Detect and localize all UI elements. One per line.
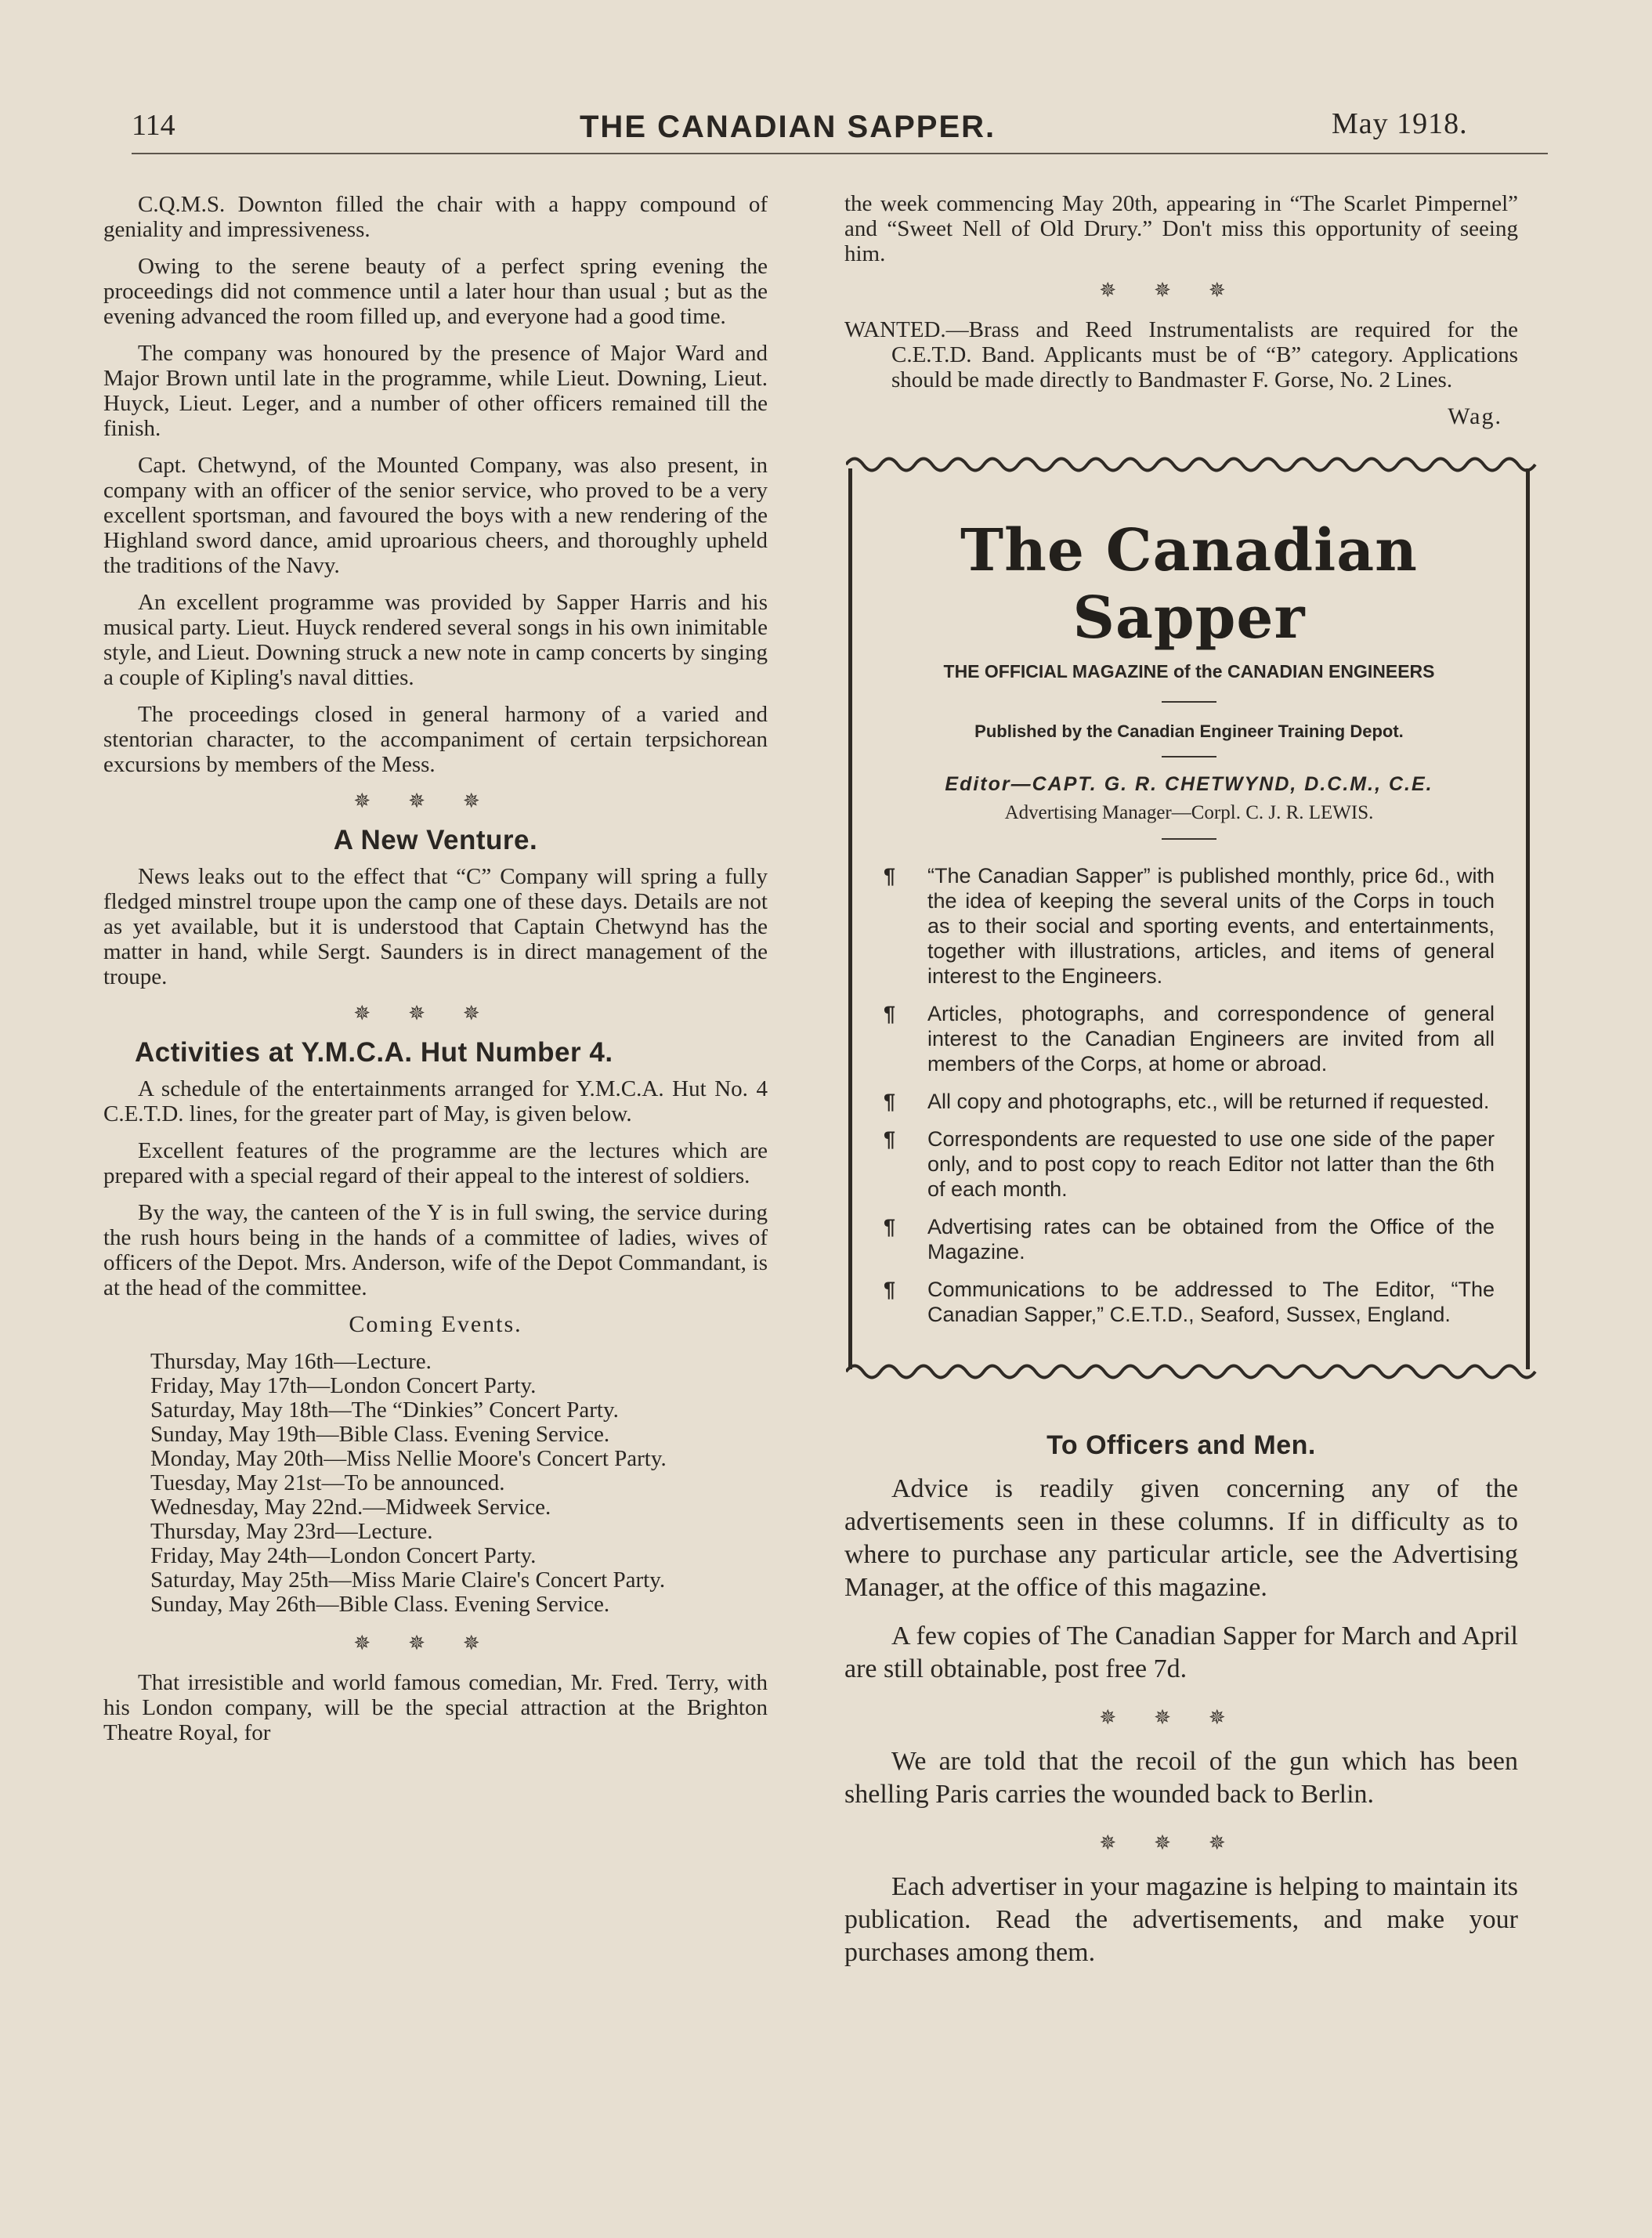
paragraph: By the way, the canteen of the Y is in full swing, the service during the rush hours being in the hands of a committee of ladies, wives of officers of the Depot. Mrs. Anderson, wife of the Depot Commandant, is at the head of the committee. <box>103 1200 768 1300</box>
section-divider-stars: ✵✵✵ <box>1099 1706 1263 1729</box>
paragraph: The company was honoured by the presence of Major Ward and Major Brown until late in the programme, while Lieut. Downing, Lieut. Huyck, Lieut. Leger, and a number of other officers remained till the finish. <box>103 341 768 441</box>
events-list <box>150 1350 768 1617</box>
ad-editor: Editor—CAPT. G. R. CHETWYND, D.C.M., C.E. <box>945 773 1433 795</box>
event-item: Monday, May 20th—Miss Nellie Moore's Concert Party. <box>150 1446 667 1471</box>
ad-notice-item: ¶ Correspondents are requested to use one side of the paper only, and to post copy to reach Editor not latter than the 6th of each month. <box>884 1127 1495 1201</box>
event-item: Tuesday, May 21st—To be announced. <box>150 1470 505 1495</box>
running-title: THE CANADIAN SAPPER. <box>580 110 996 144</box>
paragraph: C.Q.M.S. Downton filled the chair with a happy compound of geniality and impressiveness. <box>103 192 768 242</box>
event-item: Thursday, May 23rd—Lecture. <box>150 1519 433 1544</box>
right-column-upper <box>844 191 1518 447</box>
paragraph: Owing to the serene beauty of a perfect spring evening the proceedings did not commence until a later hour than usual ; but as the evening advanced the room filled up, and everyone had a good time. <box>103 254 768 329</box>
paragraph: the week commencing May 20th, appearing in “The Scarlet Pimpernel” and “Sweet Nell of Old Drury.” Don't miss this opportunity of seeing him. <box>844 191 1518 266</box>
paragraph: Capt. Chetwynd, of the Mounted Company, was also present, in company with an officer of the senior service, who proved to be a very excellent sportsman, and favoured the boys with a new rendering of the Highland sword dance, amid uproarious cheers, and thoroughly upheld the traditions of the Navy. <box>103 453 768 578</box>
pilcrow-icon: ¶ <box>884 1002 896 1025</box>
paragraph: The proceedings closed in general harmony of a varied and stentorian character, to the accompaniment of certain terpsichorean excursions by members of the Mess. <box>103 702 768 777</box>
page-number: 114 <box>132 109 175 142</box>
wanted-notice <box>844 317 1518 392</box>
event-item: Thursday, May 16th—Lecture. <box>150 1349 432 1374</box>
headline-ymca-activities: Activities at Y.M.C.A. Hut Number 4. <box>135 1037 613 1068</box>
paragraph: Advice is readily given concerning any of the advertisements seen in these columns. If in difficulty as to where to purchase any particular article, see the Advertising Manager, at the office of this magazine. <box>844 1474 1518 1602</box>
paragraph: Each advertiser in your magazine is helping to maintain its publication. Read the advertisements, and make your purchases among them. <box>844 1872 1518 1967</box>
ad-notice-item: ¶ “The Canadian Sapper” is published monthly, price 6d., with the idea of keeping the several units of the Corps in touch as to their social and sporting events, and entertainments, together with illustrations, articles, and items of general interest to the Engineers. <box>884 864 1495 988</box>
event-item: Friday, May 24th—London Concert Party. <box>150 1543 537 1568</box>
headline-officers-and-men: To Officers and Men. <box>1047 1430 1316 1460</box>
issue-date: May 1918. <box>1332 107 1468 140</box>
event-item: Sunday, May 26th—Bible Class. Evening Service. <box>150 1592 610 1617</box>
wanted-text: WANTED.—Brass and Reed Instrumentalists are required for the C.E.T.D. Band. Applicants must be of “B” category. Applications should be made directly to Bandmaster F. Gorse, No. 2 Lines. <box>844 317 1518 392</box>
ad-notice-item: ¶ Advertising rates can be obtained from the Office of the Magazine. <box>884 1215 1495 1264</box>
section-divider-stars: ✵✵✵ <box>1099 279 1263 302</box>
section-divider-stars: ✵✵✵ <box>353 1002 518 1025</box>
ad-notice-item: ¶ Articles, photographs, and correspondence of general interest to the Canadian Engineers are invited from all members of the Corps, at home or abroad. <box>884 1002 1495 1076</box>
ad-rule <box>1162 756 1216 757</box>
wavy-border-top <box>846 453 1540 476</box>
ad-notice-list <box>884 863 1495 1327</box>
paragraph: A schedule of the entertainments arranged for Y.M.C.A. Hut No. 4 C.E.T.D. lines, for the greater part of May, is given below. <box>103 1076 768 1126</box>
left-column <box>103 192 768 1757</box>
event-item: Saturday, May 18th—The “Dinkies” Concert Party. <box>150 1397 619 1423</box>
headline-new-venture: A New Venture. <box>333 825 538 855</box>
paragraph: News leaks out to the effect that “C” Company will spring a fully fledged minstrel troupe upon the camp one of these days. Details are not as yet available, but it is understood that Captain Chetwynd has the matter in hand, while Sergt. Saunders is in direct management of the troupe. <box>103 864 768 989</box>
ad-notice-item: ¶ Communications to be addressed to The Editor, “The Canadian Sapper,” C.E.T.D., Seaford, Sussex, England. <box>884 1278 1495 1326</box>
ad-publisher: Published by the Canadian Engineer Training Depot. <box>974 721 1404 741</box>
ad-masthead-title: The Canadian Sapper <box>960 517 1418 652</box>
ad-subtitle: THE OFFICIAL MAGAZINE of the CANADIAN ENGINEERS <box>943 661 1435 682</box>
right-column-lower <box>844 1424 1518 1985</box>
signoff: Wag. <box>1448 403 1502 429</box>
paragraph: We are told that the recoil of the gun which has been shelling Paris carries the wounded back to Berlin. <box>844 1747 1518 1809</box>
pilcrow-icon: ¶ <box>884 1215 896 1238</box>
wavy-border-bottom <box>846 1360 1540 1383</box>
coming-events-heading: Coming Events. <box>349 1311 522 1337</box>
pilcrow-icon: ¶ <box>884 1278 896 1301</box>
pilcrow-icon: ¶ <box>884 1090 896 1113</box>
ad-manager: Advertising Manager—Corpl. C. J. R. LEWIS. <box>1004 802 1374 823</box>
event-item: Friday, May 17th—London Concert Party. <box>150 1373 537 1398</box>
section-divider-stars: ✵✵✵ <box>353 790 518 812</box>
ad-notice-item: ¶ All copy and photographs, etc., will be returned if requested. <box>884 1090 1490 1113</box>
pilcrow-icon: ¶ <box>884 1127 896 1151</box>
section-divider-stars: ✵✵✵ <box>353 1632 518 1654</box>
paragraph: An excellent programme was provided by Sapper Harris and his musical party. Lieut. Huyck rendered several songs in his own inimitable style, and Lieut. Downing struck a new note in camp concerts by singing a couple of Kipling's naval ditties. <box>103 590 768 690</box>
event-item: Sunday, May 19th—Bible Class. Evening Service. <box>150 1422 610 1447</box>
paragraph: Excellent features of the programme are the lectures which are prepared with a special regard of their appeal to the interest of soldiers. <box>103 1138 768 1188</box>
ad-rule <box>1162 838 1216 840</box>
ad-rule <box>1162 701 1216 703</box>
pilcrow-icon: ¶ <box>884 864 896 888</box>
header-rule <box>132 153 1548 154</box>
event-item: Wednesday, May 22nd.—Midweek Service. <box>150 1495 551 1520</box>
section-divider-stars: ✵✵✵ <box>1099 1831 1263 1854</box>
paragraph: That irresistible and world famous comedian, Mr. Fred. Terry, with his London company, will be the special attraction at the Brighton Theatre Royal, for <box>103 1670 768 1745</box>
event-item: Saturday, May 25th—Miss Marie Claire's Concert Party. <box>150 1567 666 1593</box>
masthead-advert-box <box>848 468 1530 1369</box>
paragraph: A few copies of The Canadian Sapper for March and April are still obtainable, post free 7d. <box>844 1622 1518 1683</box>
